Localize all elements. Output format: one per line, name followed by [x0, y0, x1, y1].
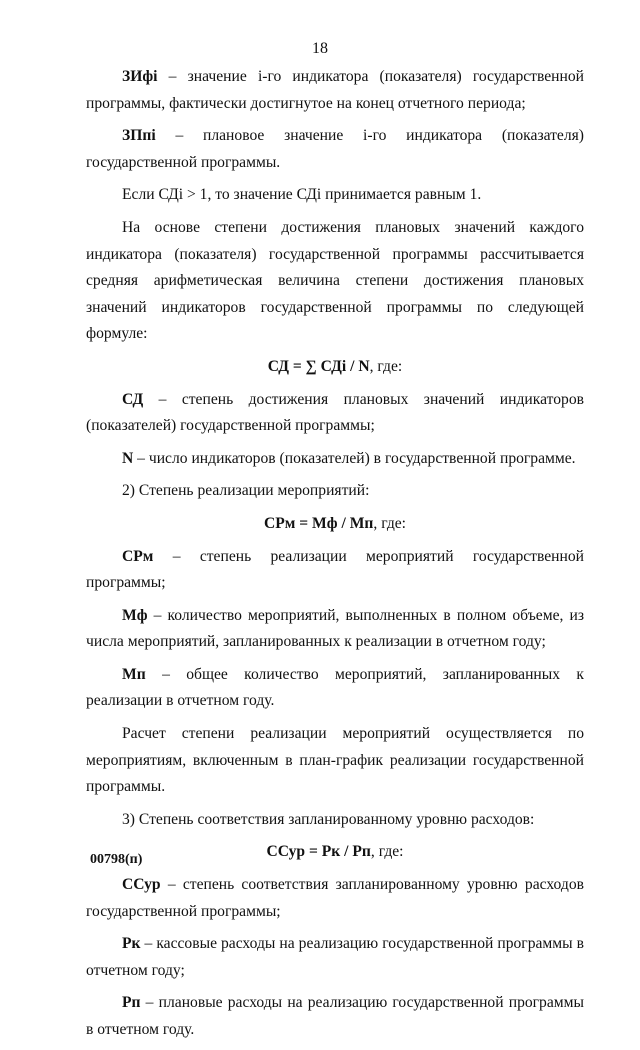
term: ССур: [122, 876, 161, 894]
paragraph-cap-rule: Если СДi > 1, то значение СДi принимается равным 1.: [122, 186, 482, 204]
formula-expression: СД = ∑ СДi / N: [267, 357, 370, 375]
definition-zppi: [86, 123, 584, 176]
term: Мф: [122, 606, 148, 624]
document-code: 00798(п): [90, 852, 143, 867]
section-2-note: Расчет степени реализации мероприятий осуществляется по мероприятиям, включенным в план-график реализации государственной программы.: [86, 725, 584, 796]
definition-text: – степень достижения плановых значений индикаторов (показателей) государственной программы;: [86, 390, 584, 435]
definition-text: – количество мероприятий, выполненных в полном объеме, из числа мероприятий, запланированных к реализации в отчетном году;: [86, 606, 584, 651]
definition-srm: [86, 544, 584, 597]
paragraph-average-intro: На основе степени достижения плановых значений каждого индикатора (показателя) государственной программы рассчитывается средняя арифметическая величина степени достижения плановых значений индикаторов государственной программы по следующей формуле:: [86, 218, 584, 343]
term: СД: [122, 390, 144, 408]
definition-text: – плановые расходы на реализацию государственной программы в отчетном году.: [86, 994, 584, 1038]
term: ЗИфi: [122, 68, 158, 85]
term: Мп: [122, 665, 146, 683]
definition-text: – плановое значение i-го индикатора (показателя) государственной программы.: [86, 127, 584, 171]
definition-rk: [86, 931, 584, 984]
term: ЗПпi: [122, 127, 156, 145]
definition-text: – значение i-го индикатора (показателя) государственной программы, фактически достигнутое на конец отчетного периода;: [86, 68, 584, 112]
definition-ssur: [86, 872, 584, 925]
formula-sd: [86, 354, 584, 381]
page-content: [86, 64, 584, 1050]
formula-expression: ССур = Рк / Рп: [266, 843, 371, 861]
definition-sd: [86, 387, 584, 440]
formula-suffix: , где:: [370, 843, 404, 861]
term: Рп: [122, 994, 141, 1012]
formula-ssur: [86, 839, 584, 866]
definition-mf: [86, 603, 584, 656]
formula-suffix: , где:: [369, 357, 403, 375]
definition-mp: [86, 662, 584, 715]
section-2-heading: 2) Степень реализации мероприятий:: [122, 482, 370, 500]
term: СРм: [122, 547, 154, 565]
section-3-heading: 3) Степень соответствия запланированному уровню расходов:: [122, 810, 535, 828]
term: N: [122, 449, 134, 467]
definition-text: – общее количество мероприятий, запланированных к реализации в отчетном году.: [86, 665, 584, 710]
definition-n: [86, 446, 584, 473]
definition-text: – степень реализации мероприятий государственной программы;: [86, 547, 584, 592]
definition-text: – число индикаторов (показателей) в государственной программе.: [133, 449, 576, 467]
definition-rp: [86, 990, 584, 1043]
formula-suffix: , где:: [373, 514, 407, 532]
page-number: 18: [312, 40, 328, 57]
definition-zifi: [86, 64, 584, 117]
formula-expression: СРм = Мф / Мп: [263, 514, 374, 532]
definition-text: – степень соответствия запланированному уровню расходов государственной программы;: [86, 876, 584, 920]
definition-text: – кассовые расходы на реализацию государственной программы в отчетном году;: [86, 935, 584, 979]
term: Рк: [122, 935, 141, 953]
formula-srm: [86, 511, 584, 538]
